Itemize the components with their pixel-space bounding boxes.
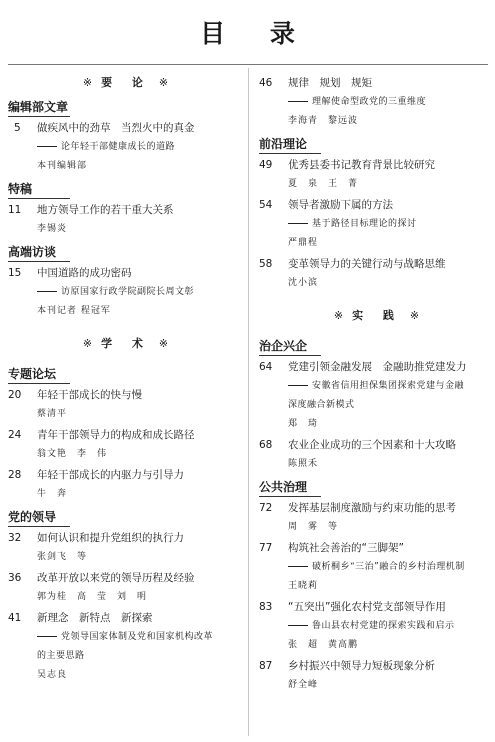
toc-entry[interactable] [259,196,495,253]
entry-subtitle: 访原国家行政学院副院长周文彰 [8,283,244,302]
entry-author: 本刊编辑部 [37,161,88,171]
page-number: 54 [259,199,273,211]
toc-entry[interactable] [259,499,495,537]
section-heading-qianyan: 前沿理论 [259,137,321,154]
toc-entry[interactable] [8,529,244,567]
entry-title: 变革领导力的关键行动与战略思维 [288,258,446,270]
section-heading-zhiqi: 治企兴企 [259,339,321,356]
page-number: 32 [8,532,22,544]
entry-title: 做疾风中的劲草 当烈火中的真金 [37,122,195,134]
entry-subtitle: 基于路径目标理论的探讨 [259,215,495,234]
page-number: 5 [14,122,21,134]
section-heading-gonggong: 公共治理 [259,480,321,497]
entry-author: 舒全峰 [288,680,319,690]
section-heading-gaoduan: 高端访谈 [8,245,70,262]
entry-author: 本刊记者 程冠军 [37,306,111,316]
entry-title: 乡村振兴中领导力短板现象分析 [288,660,435,672]
entry-title: 规律 规划 规矩 [288,77,372,89]
page-number: 87 [259,660,273,672]
entry-title: 地方领导工作的若干重大关系 [37,204,174,216]
entry-author: 牛 奔 [37,489,68,499]
toc-entry[interactable] [8,201,244,239]
toc-entry[interactable] [8,119,244,176]
toc-entry[interactable] [259,598,495,655]
entry-author: 郑 琦 [288,419,319,429]
toc-entry[interactable] [8,609,244,685]
page-number: 58 [259,258,273,270]
entry-title: 构筑社会善治的“三脚架” [288,542,404,554]
entry-author: 沈小滨 [288,278,319,288]
page-number: 11 [8,204,22,216]
entry-title: 领导者激励下属的方法 [288,199,393,211]
toc-entry[interactable] [259,156,495,194]
toc-entry[interactable] [259,358,495,434]
page-number: 15 [8,267,22,279]
entry-title: 中国道路的成功密码 [37,267,132,279]
toc-entry[interactable] [8,386,244,424]
section-heading-dangde: 党的领导 [8,510,70,527]
page-number: 72 [259,502,273,514]
entry-subtitle: 理解使命型政党的三重维度 [259,93,495,112]
entry-author: 周 雾 等 [288,522,339,532]
entry-title: 改革开放以来党的领导历程及经验 [37,572,195,584]
entry-subtitle: 安徽省信用担保集团探索党建与金融 [259,377,495,396]
entry-subtitle: 鲁山县农村党建的探索实践和启示 [259,617,495,636]
toc-entry[interactable] [8,264,244,321]
page-title: 目 录 [200,19,313,48]
page-number: 24 [8,429,22,441]
entry-author: 张 超 黄高鹏 [288,640,359,650]
right-column [259,72,495,695]
page-number: 20 [8,389,22,401]
entry-subtitle-cont: 的主要思路 [37,651,85,661]
page-number: 46 [259,77,273,89]
toc-entry[interactable] [259,436,495,474]
entry-author: 吴志良 [37,670,68,680]
page-number: 83 [259,601,273,613]
entry-subtitle: 破析桐乡“三治”融合的乡村治理机制 [259,558,495,577]
left-column [8,72,244,685]
entry-title: 农业企业成功的三个因素和十大攻略 [288,439,456,451]
entry-title: 年轻干部成长的内驱力与引导力 [37,469,184,481]
section-heading-bianji: 编辑部文章 [8,100,70,117]
toc-entry[interactable] [259,74,495,131]
entry-author: 严鼎程 [288,238,319,248]
top-rule [8,64,488,65]
entry-author: 夏 泉 王 菁 [288,179,359,189]
page-number: 64 [259,361,273,373]
page-number: 68 [259,439,273,451]
page-number: 36 [8,572,22,584]
entry-author: 李锡炎 [37,224,68,234]
entry-subtitle-cont: 深度融合新模式 [288,400,355,410]
entry-author: 李海青 黎远波 [288,116,359,126]
page-number: 41 [8,612,22,624]
entry-title: 年轻干部成长的快与慢 [37,389,142,401]
entry-author: 王晓莉 [288,581,319,591]
entry-subtitle: 党领导国家体制及党和国家机构改革 [8,628,244,647]
section-divider-xueshu: ※ 学 术 ※ [82,337,170,350]
entry-title: “五突出”强化农村党支部领导作用 [288,601,446,613]
entry-title: 青年干部领导力的构成和成长路径 [37,429,195,441]
toc-entry[interactable] [259,657,495,695]
section-heading-tegao: 特稿 [8,182,70,199]
entry-title: 优秀县委书记教育背景比较研究 [288,159,435,171]
toc-entry[interactable] [259,539,495,596]
column-divider [248,68,249,736]
section-heading-zhuanti: 专题论坛 [8,367,70,384]
toc-entry[interactable] [8,466,244,504]
page-number: 28 [8,469,22,481]
page-number: 49 [259,159,273,171]
entry-title: 如何认识和提升党组织的执行力 [37,532,184,544]
entry-title: 新理念 新特点 新探索 [37,612,153,624]
entry-author: 张剑飞 等 [37,552,88,562]
entry-author: 翁文艳 李 伟 [37,449,108,459]
entry-title: 党建引领金融发展 金融助推党建发力 [288,361,467,373]
entry-author: 郭为桂 高 莹 刘 明 [37,592,148,602]
toc-entry[interactable] [8,569,244,607]
entry-subtitle: 论年轻干部健康成长的道路 [8,138,244,157]
section-divider-yaolun: ※ 要 论 ※ [82,76,170,89]
page-number: 77 [259,542,273,554]
entry-title: 发挥基层制度激励与约束功能的思考 [288,502,456,514]
section-divider-shijian: ※ 实 践 ※ [333,309,421,322]
entry-author: 陈照禾 [288,459,319,469]
toc-entry[interactable] [8,426,244,464]
toc-entry[interactable] [259,255,495,293]
entry-author: 蔡清平 [37,409,68,419]
